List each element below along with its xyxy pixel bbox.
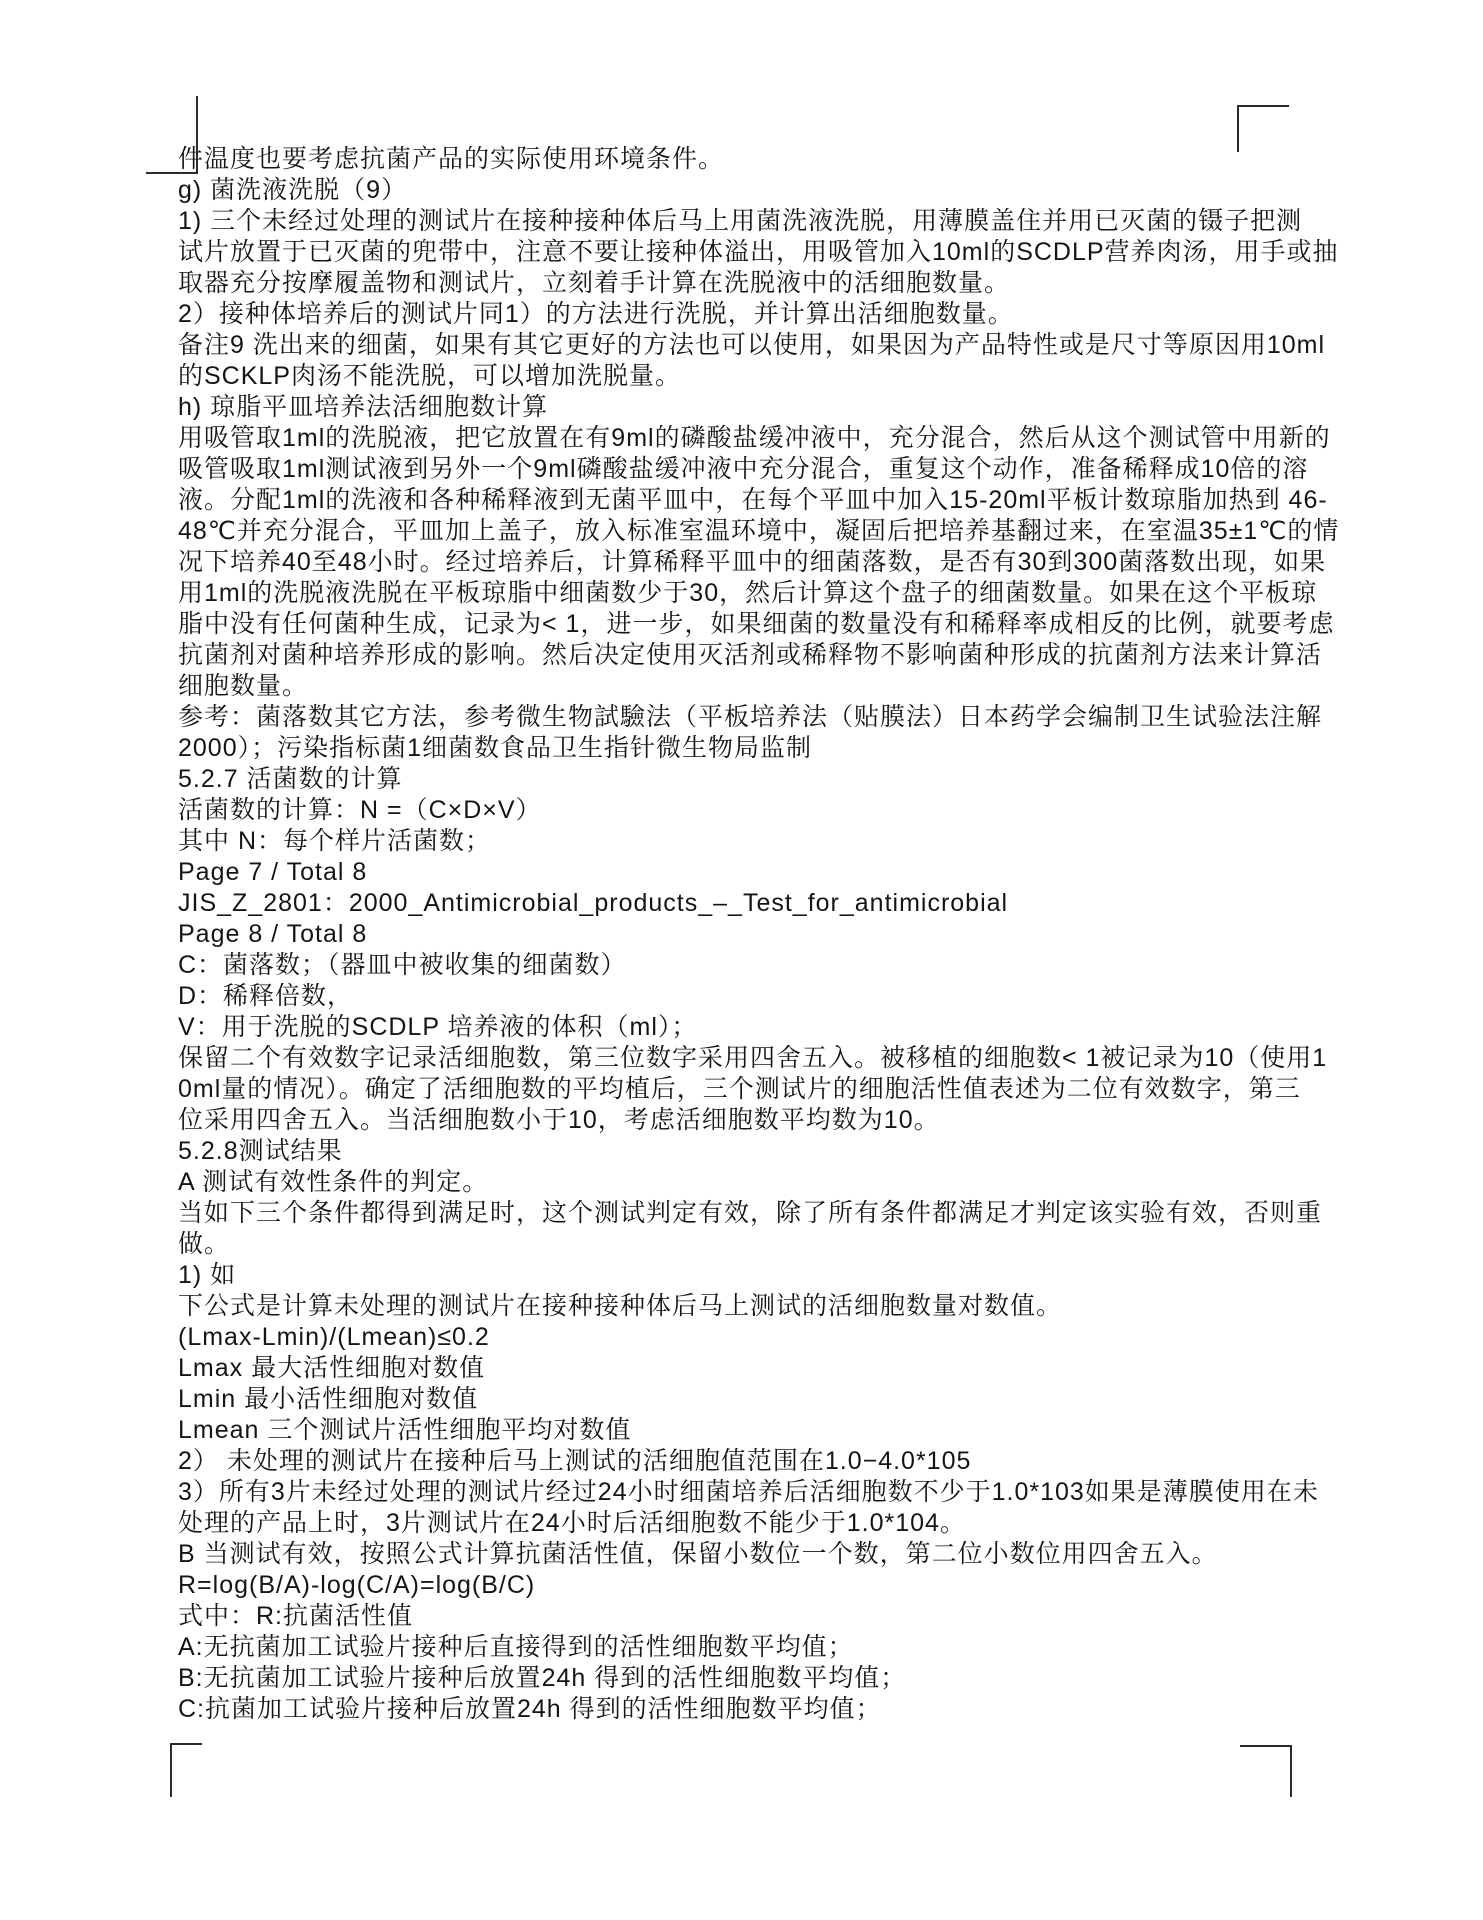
- crop-mark-bottom-left: [170, 1743, 202, 1797]
- text-line: A 测试有效性条件的判定。: [178, 1168, 489, 1196]
- text-line: h) 琼脂平皿培养法活细胞数计算: [178, 393, 549, 421]
- text-line: Page 7 / Total 8: [178, 858, 368, 886]
- text-line: D：稀释倍数，: [178, 982, 354, 1010]
- text-line: 取器充分按摩履盖物和测试片，立刻着手计算在洗脱液中的活细胞数量。: [178, 269, 1011, 297]
- text-line: 吸管吸取1ml测试液到另外一个9ml磷酸盐缓冲液中充分混合，重复这个动作，准备稀释成10倍的溶: [178, 455, 1309, 483]
- text-line: 位采用四舍五入。当活细胞数小于10，考虑活细胞数平均数为10。: [178, 1106, 940, 1134]
- text-line: JIS_Z_2801：2000_Antimicrobial_products_–_Test_for_antimicrobial: [178, 889, 1009, 917]
- text-line: 2）接种体培养后的测试片同1）的方法进行洗脱，并计算出活细胞数量。: [178, 300, 1014, 328]
- text-line: 的SCKLP肉汤不能洗脱，可以增加洗脱量。: [178, 362, 681, 390]
- text-line: 5.2.7 活菌数的计算: [178, 765, 403, 793]
- text-line: B 当测试有效，按照公式计算抗菌活性值，保留小数位一个数，第二位小数位用四舍五入。: [178, 1540, 1218, 1568]
- text-line: 2000）；污染指标菌1细菌数食品卫生指针微生物局监制: [178, 734, 813, 762]
- text-line: 备注9 洗出来的细菌，如果有其它更好的方法也可以使用，如果因为产品特性或是尺寸等原因用10ml: [178, 331, 1326, 359]
- text-line: Lmin 最小活性细胞对数值: [178, 1385, 479, 1413]
- text-line: 3）所有3片未经过处理的测试片经过24小时细菌培养后活细胞数不少于1.0*103如果是薄膜使用在未: [178, 1478, 1319, 1506]
- text-line: 下公式是计算未处理的测试片在接种接种体后马上测试的活细胞数量对数值。: [178, 1292, 1063, 1320]
- text-line: 48℃并充分混合，平皿加上盖子，放入标准室温环境中，凝固后把培养基翻过来，在室温35±1℃的情: [178, 517, 1340, 545]
- crop-mark-bottom-right: [1240, 1745, 1292, 1797]
- text-line: 保留二个有效数字记录活细胞数，第三位数字采用四舍五入。被移植的细胞数< 1被记录为10（使用1: [178, 1044, 1328, 1072]
- text-line: 试片放置于已灭菌的兜带中，注意不要让接种体溢出，用吸管加入10ml的SCDLP营养肉汤，用手或抽: [178, 238, 1339, 266]
- text-line: A:无抗菌加工试验片接种后直接得到的活性细胞数平均值；: [178, 1633, 854, 1661]
- document-text-block: [178, 144, 1423, 1725]
- text-line: 参考：菌落数其它方法，参考微生物試驗法（平板培养法（贴膜法）日本药学会编制卫生试验法注解: [178, 703, 1323, 731]
- text-line: C：菌落数；（器皿中被收集的细菌数）: [178, 951, 627, 979]
- text-line: 用吸管取1ml的洗脱液，把它放置在有9ml的磷酸盐缓冲液中，充分混合，然后从这个测试管中用新的: [178, 424, 1331, 452]
- text-line: Page 8 / Total 8: [178, 920, 368, 948]
- text-line: 处理的产品上时，3片测试片在24小时后活细胞数不能少于1.0*104。: [178, 1509, 966, 1537]
- text-line: 2） 未处理的测试片在接种后马上测试的活细胞值范围在1.0−4.0*105: [178, 1447, 972, 1475]
- text-line: 1) 如: [178, 1261, 237, 1289]
- text-line: 液。分配1ml的洗液和各种稀释液到无菌平皿中，在每个平皿中加入15-20ml平板计数琼脂加热到 46-: [178, 486, 1328, 514]
- text-line: C:抗菌加工试验片接种后放置24h 得到的活性细胞数平均值；: [178, 1695, 882, 1723]
- text-line: 用1ml的洗脱液洗脱在平板琼脂中细菌数少于30，然后计算这个盘子的细菌数量。如果在这个平板琼: [178, 579, 1318, 607]
- text-line: Lmax 最大活性细胞对数值: [178, 1354, 486, 1382]
- text-line: V：用于洗脱的SCDLP 培养液的体积（ml）；: [178, 1013, 698, 1041]
- text-line: 做。: [178, 1230, 231, 1258]
- text-line: B:无抗菌加工试验片接种后放置24h 得到的活性细胞数平均值；: [178, 1664, 907, 1692]
- text-line: 1) 三个未经过处理的测试片在接种接种体后马上用菌洗液洗脱，用薄膜盖住并用已灭菌的镊子把测: [178, 207, 1303, 235]
- text-line: 细胞数量。: [178, 672, 309, 700]
- text-line: 5.2.8测试结果: [178, 1137, 343, 1165]
- text-line: 况下培养40至48小时。经过培养后，计算稀释平皿中的细菌落数，是否有30到300菌落数出现，如果: [178, 548, 1327, 576]
- text-line: 抗菌剂对菌种培养形成的影响。然后决定使用灭活剂或稀释物不影响菌种形成的抗菌剂方法来计算活: [178, 641, 1323, 669]
- text-line: 脂中没有任何菌种生成，记录为< 1，进一步，如果细菌的数量没有和稀释率成相反的比例，就要考虑: [178, 610, 1335, 638]
- text-line: 式中：R:抗菌活性值: [178, 1602, 414, 1630]
- text-line: 活菌数的计算：N =（C×D×V）: [178, 796, 542, 824]
- text-line: Lmean 三个测试片活性细胞平均对数值: [178, 1416, 632, 1444]
- text-line: 0ml量的情况）。确定了活细胞数的平均植后，三个测试片的细胞活性值表述为二位有效数字，第三: [178, 1075, 1301, 1103]
- text-line: (Lmax-Lmin)/(Lmean)≤0.2: [178, 1323, 490, 1351]
- text-line: 其中 N：每个样片活菌数；: [178, 827, 492, 855]
- text-line: 当如下三个条件都得到满足时，这个测试判定有效，除了所有条件都满足才判定该实验有效，否则重: [178, 1199, 1323, 1227]
- text-line: g) 菌洗液洗脱（9）: [178, 176, 408, 204]
- text-line: R=log(B/A)-log(C/A)=log(B/C): [178, 1571, 536, 1599]
- text-line: 件温度也要考虑抗菌产品的实际使用环境条件。: [178, 145, 725, 173]
